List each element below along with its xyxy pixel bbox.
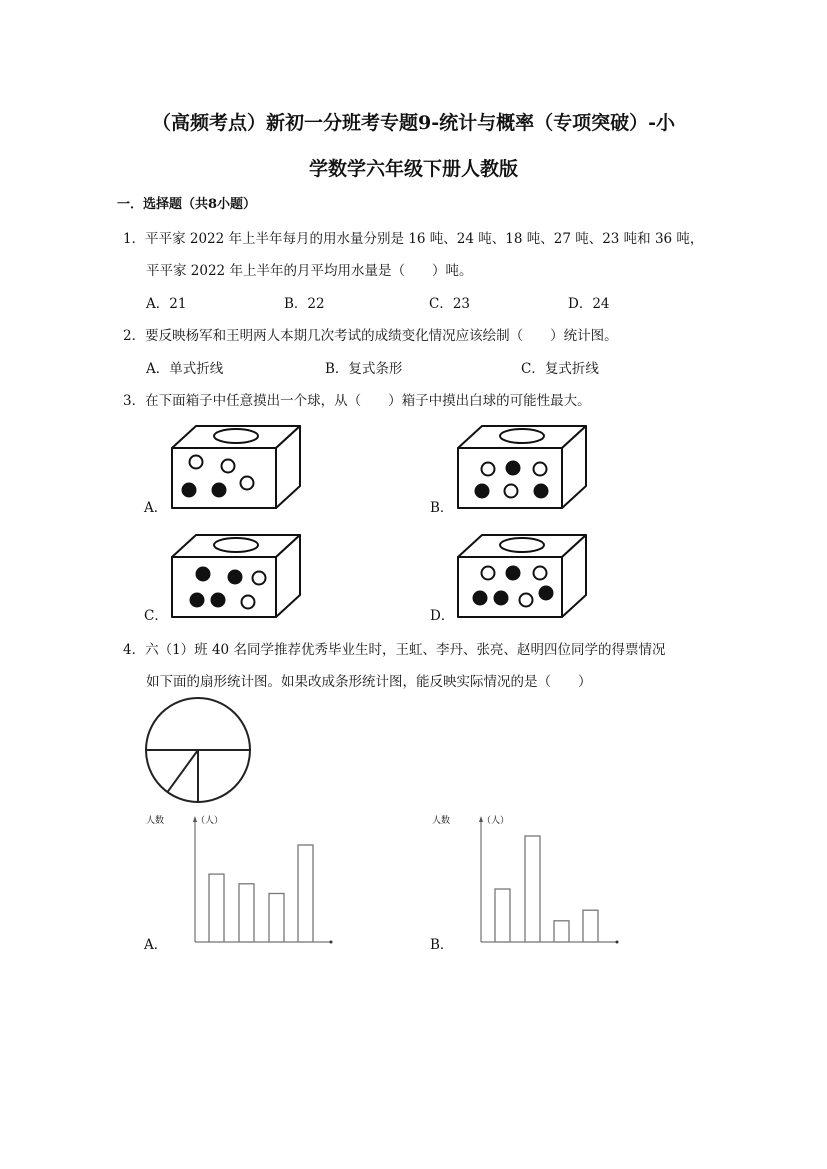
bar [239,884,254,942]
chart-a-y-label: 人数 [146,816,165,826]
bar [298,845,313,942]
q2-option-c: C．复式折线 [521,361,599,377]
q1-text-line1: 1．平平家 2022 年上半年每月的用水量分别是 16 吨、24 吨、18 吨、27 吨、23 吨和 36 吨， [123,231,704,247]
q1-text-line2: 平平家 2022 年上半年的月平均用水量是（ ）吨。 [146,263,473,279]
bar-chart-b [479,816,619,944]
q3-option-b: B． [430,500,454,516]
x-axis-end [616,941,619,944]
bar [554,921,569,942]
chart-a-y-unit: （人） [196,816,224,826]
q2-option-b: B．复式条形 [325,361,403,377]
q1-option-a: A．21 [146,296,187,312]
bar [495,889,510,942]
q1-option-c: C．23 [429,296,471,312]
y-axis-arrow [479,816,483,822]
bar-chart-a [193,816,333,944]
bar [269,894,284,943]
q1-option-d: D．24 [568,296,610,312]
section-heading: 一．选择题（共8小题） [117,197,257,212]
q4-option-a: A． [144,937,168,953]
q3-option-a: A． [144,500,168,516]
y-axis-arrow [193,816,197,822]
q2-text: 2．要反映杨军和王明两人本期几次考试的成绩变化情况应该绘制（ ）统计图。 [123,328,618,344]
q4-option-b: B． [430,937,454,953]
q4-text-line2: 如下面的扇形统计图。如果改成条形统计图，能反映实际情况的是（ ） [146,674,592,690]
title-line-1: （高频考点）新初一分班考专题9-统计与概率（专项突破）-小 [152,112,675,134]
bar [209,874,224,942]
q3-option-d: D． [430,608,455,624]
x-axis-end [330,941,333,944]
bar [525,836,540,942]
chart-b-y-label: 人数 [432,816,451,826]
chart-b-y-unit: （人） [482,816,510,826]
q3-text: 3．在下面箱子中任意摸出一个球，从（ ）箱子中摸出白球的可能性最大。 [123,393,591,409]
q4-text-line1: 4．六（1）班 40 名同学推荐优秀毕业生时，王虹、李丹、张亮、赵明四位同学的得票情况 [123,642,666,658]
q1-option-b: B．22 [284,296,325,312]
q2-option-a: A．单式折线 [146,361,224,377]
q3-option-c: C． [144,608,168,624]
title-line-2: 学数学六年级下册人教版 [308,158,518,180]
bar [583,910,598,942]
